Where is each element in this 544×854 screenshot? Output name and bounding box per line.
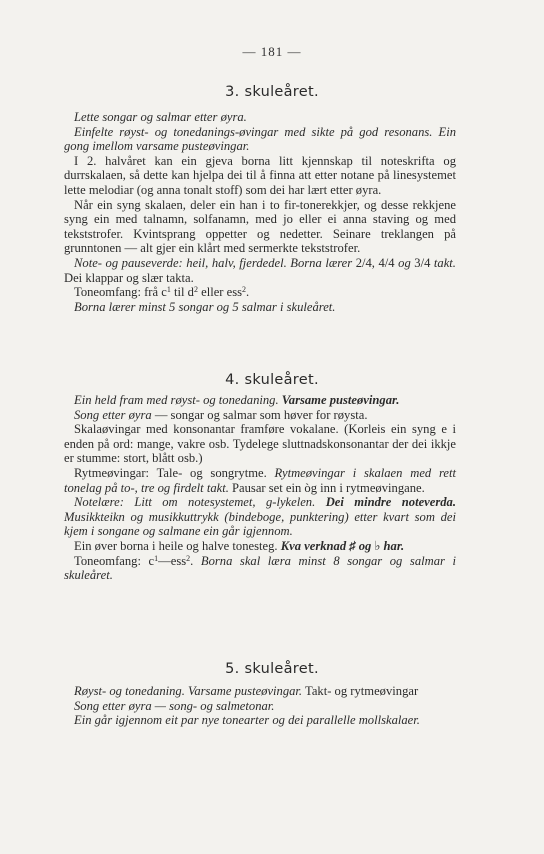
paragraph: I 2. halvåret kan ein gjeva borna litt kjennskap til noteskrifta og durrskalaen, så dette kan hjelpa dei til å finna att etter notane på linesystemet lette melodiar (og anna tonalt stoff) som dei har lært etter øyra. (64, 153, 456, 197)
fraction: 3/4 (414, 255, 431, 270)
paragraph (64, 466, 456, 495)
text-run: Note- og pauseverde: heil, halv, fjerdedel. Borna lærer (74, 255, 353, 270)
paragraph (64, 684, 456, 699)
text-run: . (246, 285, 250, 300)
paragraph: Når ein syng skalaen, deler ein han i to fir-tonerekkjer, og desse rekkjene syng ein med talnamn, solfanamn, med jo eller ei anna staving og med tekststrofer. Kvintsprang oppetter og nedetter. Seinare treklangen på grunntonen — alt gjer ein klårt med sermerkte tekststrofer. (64, 197, 456, 256)
section-heading-5: 5. skuleåret. (225, 661, 319, 677)
text-run: Dei mindre noteverda. (325, 495, 456, 510)
text-run: Ein held fram med røyst- og tonedaning. (74, 393, 279, 407)
text-run: Musikkteikn og musikkuttrykk (bindeboge, punktering) etter kvart som dei kjem i songane og salmane ein går igjennom. (64, 509, 456, 539)
text-run: Takt- og rytmeøvingar (305, 684, 419, 698)
text-run: Kva verknad ♯ og ♭ har. (280, 538, 405, 553)
text-run: eller ess (201, 285, 243, 300)
text-run: Varsame pusteøvingar. (281, 393, 400, 407)
text-run: Røyst- og tonedaning. (74, 684, 185, 698)
text-run: Litt om notesystemet, g-lykelen. (134, 495, 316, 510)
text-run: Borna skal læra minst 8 songar og salmar i skuleåret. (64, 553, 456, 583)
text-run: —ess (158, 553, 187, 568)
paragraph (64, 554, 456, 583)
text-run: Notelære: (74, 495, 124, 510)
text-run: til d (174, 285, 194, 300)
text-run: Pausar set ein òg inn i rytmeøvingane. (232, 480, 425, 495)
paragraph (64, 285, 456, 300)
paragraph (64, 539, 456, 554)
page-number: — 181 — (242, 44, 302, 59)
text-run: Toneomfang: c (74, 553, 155, 568)
fraction: 4/4 (378, 255, 395, 270)
text-run: Rytmeøvingar: Tale- og songrytme. (74, 465, 267, 480)
text-run: — songar og salmar som høver for røysta. (154, 407, 368, 422)
paragraph: Einfelte røyst- og tonedanings-øvingar med sikte på god resonans. Ein gong imellom varsame pusteøvingar. (64, 124, 456, 154)
paragraph (64, 256, 456, 285)
paragraph: Lette songar og salmar etter øyra. (74, 110, 247, 124)
text-run: . (190, 553, 194, 568)
paragraph: Skalaøvingar med konsonantar framføre vokalane. (Korleis ein syng e i enden på ord: mange, vakre osb. Tydelege sluttnadskonsonantar der dei ikkje er stumme: stort, blått osb.) (64, 422, 456, 466)
text-run: takt. (433, 255, 456, 270)
fraction: 2/4, (355, 255, 375, 270)
text-run: Varsame pusteøvingar. (188, 684, 303, 698)
superscript: 2 (193, 285, 198, 295)
text-run: Toneomfang: frå c (74, 285, 167, 300)
section-heading-4: 4. skuleåret. (225, 372, 319, 388)
paragraph: Borna lærer minst 5 songar og 5 salmar i skuleåret. (74, 299, 336, 314)
superscript: 2 (242, 285, 247, 295)
paragraph: Ein går igjennom eit par nye tonearter og dei parallelle mollskalaer. (74, 713, 420, 728)
paragraph (64, 495, 456, 539)
text-run: Dei klappar og slær takta. (64, 270, 194, 285)
text-run: Ein øver borna i heile og halve tonesteg. (74, 538, 278, 553)
text-run: og (398, 255, 411, 270)
superscript: 1 (166, 285, 171, 295)
superscript: 2 (186, 553, 191, 563)
section-heading-3: 3. skuleåret. (225, 84, 319, 100)
paragraph (64, 393, 456, 408)
section-body-3 (64, 110, 456, 314)
paragraph: Song etter øyra — song- og salmetonar. (74, 698, 275, 713)
section-body-4 (64, 393, 456, 583)
paragraph (64, 408, 456, 423)
text-run: Song etter øyra (74, 407, 152, 422)
superscript: 1 (154, 553, 159, 563)
text-run: Rytmeøvingar i skalaen med rett tonelag på to-, tre og firdelt takt. (64, 465, 456, 495)
section-body-5 (64, 684, 456, 728)
